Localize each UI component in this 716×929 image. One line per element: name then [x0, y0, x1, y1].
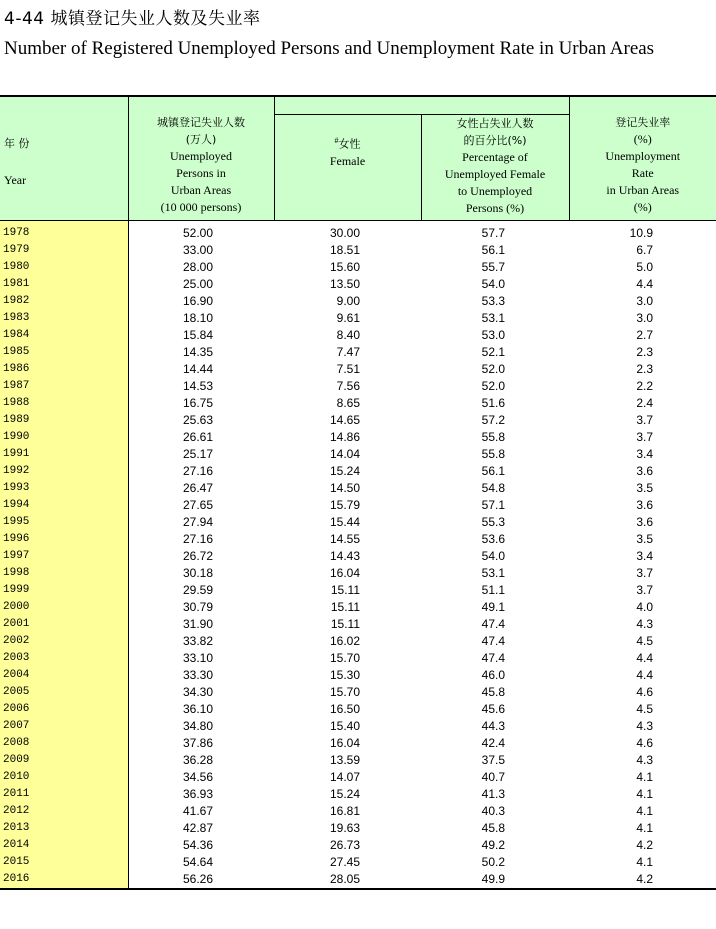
- cell-female: 16.02: [329, 634, 360, 648]
- table-row: [0, 769, 716, 786]
- header-unemployment-rate: [569, 96, 716, 221]
- cell-year: 1989: [0, 412, 128, 429]
- table-row: [0, 310, 716, 327]
- table-row: [0, 854, 716, 871]
- cell-unemployment-rate: 4.1: [636, 855, 653, 869]
- cell-year: 2013: [0, 820, 128, 837]
- cell-year: 2014: [0, 837, 128, 854]
- cell-unemployment-rate: 2.2: [636, 379, 653, 393]
- cell-unemployed-persons: 42.87: [182, 821, 213, 835]
- cell-year: 2000: [0, 599, 128, 616]
- cell-unemployment-rate: 3.0: [636, 294, 653, 308]
- cell-unemployed-persons: 16.90: [182, 294, 213, 308]
- header-rate-en-4: (%): [633, 200, 652, 214]
- cell-unemployment-rate: 3.4: [636, 549, 653, 563]
- cell-unemployment-rate: 4.1: [636, 804, 653, 818]
- cell-unemployed-persons: 54.36: [182, 838, 213, 852]
- cell-unemployment-rate: 3.7: [636, 430, 653, 444]
- cell-female-percentage: 37.5: [481, 753, 505, 767]
- statistics-table-container: [0, 95, 716, 890]
- cell-female-percentage: 46.0: [481, 668, 505, 682]
- cell-year: 1996: [0, 531, 128, 548]
- header-rate-en-3: in Urban Areas: [606, 183, 680, 197]
- table-row: [0, 565, 716, 582]
- cell-female: 15.70: [329, 685, 360, 699]
- table-body: [0, 221, 716, 890]
- header-persons-en-3: Urban Areas: [170, 183, 232, 197]
- header-top-spacer: [274, 96, 569, 115]
- table-row: [0, 395, 716, 412]
- header-persons-cn-2: (万人): [185, 133, 217, 146]
- table-row: [0, 514, 716, 531]
- cell-year: 1993: [0, 480, 128, 497]
- table-row: [0, 616, 716, 633]
- cell-female: 14.04: [329, 447, 360, 461]
- cell-unemployment-rate: 4.2: [636, 838, 653, 852]
- cell-unemployment-rate: 4.6: [636, 736, 653, 750]
- table-row: [0, 378, 716, 395]
- cell-unemployment-rate: 3.6: [636, 515, 653, 529]
- cell-year: 2011: [0, 786, 128, 803]
- cell-unemployment-rate: 2.7: [636, 328, 653, 342]
- cell-year: 2004: [0, 667, 128, 684]
- cell-year: 1995: [0, 514, 128, 531]
- cell-unemployed-persons: 27.65: [182, 498, 213, 512]
- cell-female: 18.51: [329, 243, 360, 257]
- table-row: [0, 650, 716, 667]
- cell-female: 15.11: [330, 583, 360, 597]
- cell-unemployed-persons: 34.80: [182, 719, 213, 733]
- cell-unemployment-rate: 4.1: [636, 770, 653, 784]
- cell-year: 1998: [0, 565, 128, 582]
- cell-unemployment-rate: 4.0: [636, 600, 653, 614]
- cell-unemployed-persons: 25.00: [182, 277, 213, 291]
- table-row: [0, 684, 716, 701]
- table-row: [0, 276, 716, 293]
- cell-year: 2006: [0, 701, 128, 718]
- cell-year: 1981: [0, 276, 128, 293]
- header-pct-en-2: Unemployed Female: [444, 167, 546, 181]
- cell-female: 7.51: [336, 362, 360, 376]
- table-row: [0, 361, 716, 378]
- cell-female: 15.44: [329, 515, 360, 529]
- table-row: [0, 803, 716, 820]
- cell-year: 1985: [0, 344, 128, 361]
- table-row: [0, 225, 716, 242]
- table-row: [0, 531, 716, 548]
- header-pct-cn-2: 的百分比(%): [463, 134, 527, 147]
- table-row: [0, 633, 716, 650]
- table-row: [0, 446, 716, 463]
- cell-female-percentage: 51.6: [481, 396, 505, 410]
- cell-female: 16.04: [329, 736, 360, 750]
- cell-year: 1988: [0, 395, 128, 412]
- table-row: [0, 735, 716, 752]
- cell-unemployment-rate: 5.0: [636, 260, 653, 274]
- table-row: [0, 242, 716, 259]
- cell-female: 15.70: [329, 651, 360, 665]
- cell-unemployed-persons: 30.18: [182, 566, 213, 580]
- cell-female: 27.45: [329, 855, 360, 869]
- cell-female-percentage: 40.3: [481, 804, 505, 818]
- header-year-en: Year: [4, 173, 27, 187]
- cell-unemployed-persons: 33.82: [182, 634, 213, 648]
- header-pct-en-3: to Unemployed: [457, 184, 533, 198]
- header-year: [0, 96, 128, 221]
- table-row: [0, 820, 716, 837]
- cell-year: 2015: [0, 854, 128, 871]
- cell-year: 1980: [0, 259, 128, 276]
- cell-unemployed-persons: 18.10: [182, 311, 213, 325]
- cell-female: 13.59: [329, 753, 360, 767]
- cell-year: 1991: [0, 446, 128, 463]
- cell-female: 9.00: [336, 294, 360, 308]
- cell-female-percentage: 53.0: [481, 328, 505, 342]
- cell-unemployed-persons: 14.35: [182, 345, 213, 359]
- cell-female: 28.05: [274, 871, 421, 889]
- header-rate-cn-1: 登记失业率: [615, 116, 671, 129]
- cell-unemployment-rate: 4.6: [636, 685, 653, 699]
- cell-female-percentage: 49.1: [481, 600, 505, 614]
- cell-unemployment-rate: 4.3: [636, 617, 653, 631]
- cell-female: 9.61: [336, 311, 360, 325]
- header-pct-cn-1: 女性占失业人数: [456, 117, 534, 130]
- cell-unemployment-rate: 3.6: [636, 464, 653, 478]
- cell-female-percentage: 54.0: [481, 277, 505, 291]
- cell-female: 14.65: [329, 413, 360, 427]
- cell-unemployment-rate: 6.7: [636, 243, 653, 257]
- cell-unemployment-rate: 3.5: [636, 532, 653, 546]
- cell-female: 7.56: [336, 379, 360, 393]
- table-row: [0, 718, 716, 735]
- cell-year: 1990: [0, 429, 128, 446]
- header-pct-en-4: Persons (%): [465, 201, 525, 215]
- cell-unemployed-persons: 28.00: [182, 260, 213, 274]
- cell-female-percentage: 45.8: [481, 821, 505, 835]
- cell-female: 15.40: [329, 719, 360, 733]
- cell-year: 1992: [0, 463, 128, 480]
- cell-year: 2009: [0, 752, 128, 769]
- cell-female: 15.11: [330, 617, 360, 631]
- cell-unemployment-rate: 3.7: [636, 413, 653, 427]
- cell-year: 1987: [0, 378, 128, 395]
- header-female-percentage: [421, 115, 569, 221]
- cell-female-percentage: 45.6: [481, 702, 505, 716]
- cell-unemployed-persons: 34.30: [182, 685, 213, 699]
- cell-unemployed-persons: 36.28: [182, 753, 213, 767]
- cell-unemployed-persons: 25.63: [182, 413, 213, 427]
- cell-year: 2016: [0, 871, 128, 889]
- cell-unemployment-rate: 3.7: [636, 566, 653, 580]
- cell-female: 15.30: [329, 668, 360, 682]
- table-row: [0, 871, 716, 889]
- cell-year: 1994: [0, 497, 128, 514]
- table-row: [0, 327, 716, 344]
- cell-female: 16.81: [329, 804, 360, 818]
- cell-unemployed-persons: 16.75: [182, 396, 213, 410]
- cell-unemployment-rate: 3.4: [636, 447, 653, 461]
- cell-year: 1986: [0, 361, 128, 378]
- cell-year: 2012: [0, 803, 128, 820]
- cell-unemployed-persons: 41.67: [182, 804, 213, 818]
- cell-female-percentage: 53.1: [481, 311, 505, 325]
- cell-female: 8.40: [336, 328, 360, 342]
- cell-female: 16.04: [329, 566, 360, 580]
- cell-unemployment-rate: 2.4: [636, 396, 653, 410]
- header-persons-en-2: Persons in: [176, 166, 226, 180]
- cell-female-percentage: 52.1: [481, 345, 505, 359]
- cell-female: 15.60: [329, 260, 360, 274]
- cell-female-percentage: 41.3: [481, 787, 505, 801]
- cell-unemployed-persons: 14.44: [182, 362, 213, 376]
- cell-female-percentage: 47.4: [481, 651, 505, 665]
- cell-female: 16.50: [329, 702, 360, 716]
- cell-unemployment-rate: 3.5: [636, 481, 653, 495]
- cell-unemployed-persons: 33.10: [182, 651, 213, 665]
- header-female-cn-text: 女性: [338, 137, 361, 151]
- header-female-cn: [275, 132, 421, 153]
- cell-unemployment-rate: 3.0: [636, 311, 653, 325]
- cell-female-percentage: 53.6: [481, 532, 505, 546]
- cell-unemployed-persons: 36.10: [182, 702, 213, 716]
- cell-unemployed-persons: 27.16: [182, 532, 213, 546]
- header-rate-en-2: Rate: [631, 166, 654, 180]
- cell-unemployment-rate: 2.3: [636, 362, 653, 376]
- cell-female-percentage: 57.2: [481, 413, 505, 427]
- cell-female: 13.50: [329, 277, 360, 291]
- cell-unemployment-rate: 4.3: [636, 719, 653, 733]
- cell-female-percentage: 55.8: [481, 447, 505, 461]
- header-persons-en-4: (10 000 persons): [160, 200, 242, 214]
- cell-unemployment-rate: 4.5: [636, 702, 653, 716]
- cell-female-percentage: 44.3: [481, 719, 505, 733]
- cell-year: 1999: [0, 582, 128, 599]
- cell-female-percentage: 55.8: [481, 430, 505, 444]
- cell-unemployed-persons: 26.61: [182, 430, 213, 444]
- cell-female-percentage: 54.8: [481, 481, 505, 495]
- table-title-en: Number of Registered Unemployed Persons and Unemployment Rate in Urban Areas: [4, 38, 655, 59]
- cell-unemployed-persons: 54.64: [182, 855, 213, 869]
- cell-unemployed-persons: 27.94: [182, 515, 213, 529]
- cell-female-percentage: 47.4: [481, 617, 505, 631]
- cell-female-percentage: 56.1: [481, 243, 505, 257]
- header-pct-en-1: Percentage of: [462, 150, 528, 164]
- cell-female-percentage: 51.1: [481, 583, 505, 597]
- header-unemployed-persons: [128, 96, 274, 221]
- cell-unemployed-persons: 36.93: [182, 787, 213, 801]
- cell-female-percentage: 53.1: [481, 566, 505, 580]
- cell-female: 14.86: [329, 430, 360, 444]
- table-row: [0, 344, 716, 361]
- cell-unemployed-persons: 33.30: [182, 668, 213, 682]
- table-row: [0, 429, 716, 446]
- table-row: [0, 701, 716, 718]
- table-row: [0, 599, 716, 616]
- cell-female-percentage: 55.7: [481, 260, 505, 274]
- cell-female-percentage: 42.4: [481, 736, 505, 750]
- cell-female-percentage: 49.2: [481, 838, 505, 852]
- cell-female-percentage: 57.7: [481, 226, 505, 240]
- cell-year: 2001: [0, 616, 128, 633]
- cell-unemployed-persons: 27.16: [182, 464, 213, 478]
- header-rate-en-1: Unemployment: [605, 149, 681, 163]
- table-row: [0, 412, 716, 429]
- cell-female-percentage: 56.1: [481, 464, 505, 478]
- unemployment-table: [0, 95, 716, 890]
- cell-unemployment-rate: 4.4: [636, 277, 653, 291]
- cell-unemployed-persons: 15.84: [182, 328, 213, 342]
- cell-female-percentage: 50.2: [481, 855, 505, 869]
- cell-female-percentage: 57.1: [481, 498, 505, 512]
- cell-unemployment-rate: 3.7: [636, 583, 653, 597]
- cell-unemployment-rate: 4.3: [636, 753, 653, 767]
- header-rate-cn-2: (%): [633, 132, 652, 146]
- footnote-mark: #: [334, 136, 339, 145]
- cell-year: 2008: [0, 735, 128, 752]
- table-row: [0, 786, 716, 803]
- cell-female-percentage: 53.3: [481, 294, 505, 308]
- table-row: [0, 497, 716, 514]
- cell-unemployment-rate: 10.9: [629, 226, 653, 240]
- cell-female: 14.50: [329, 481, 360, 495]
- header-year-cn: 年 份: [4, 137, 30, 150]
- cell-unemployed-persons: 26.72: [182, 549, 213, 563]
- cell-unemployed-persons: 33.00: [182, 243, 213, 257]
- cell-unemployed-persons: 56.26: [128, 871, 274, 889]
- cell-female: 19.63: [329, 821, 360, 835]
- cell-year: 1984: [0, 327, 128, 344]
- table-row: [0, 463, 716, 480]
- cell-year: 2002: [0, 633, 128, 650]
- cell-female-percentage: 55.3: [481, 515, 505, 529]
- header-female-en: Female: [329, 153, 366, 168]
- header-persons-en-1: Unemployed: [170, 149, 232, 163]
- cell-unemployed-persons: 26.47: [182, 481, 213, 495]
- cell-unemployment-rate: 3.6: [636, 498, 653, 512]
- cell-female-percentage: 47.4: [481, 634, 505, 648]
- table-row: [0, 293, 716, 310]
- table-title-cn: 4-44 城镇登记失业人数及失业率: [4, 9, 261, 29]
- cell-unemployed-persons: 30.79: [182, 600, 213, 614]
- cell-female-percentage: 49.9: [421, 871, 569, 889]
- cell-year: 2003: [0, 650, 128, 667]
- table-row: [0, 837, 716, 854]
- cell-female: 15.24: [329, 464, 360, 478]
- cell-female: 15.11: [330, 600, 360, 614]
- cell-unemployment-rate: 4.5: [636, 634, 653, 648]
- table-row: [0, 667, 716, 684]
- table-row: [0, 752, 716, 769]
- cell-unemployment-rate: 4.4: [636, 668, 653, 682]
- cell-unemployed-persons: 37.86: [182, 736, 213, 750]
- table-header: [0, 96, 716, 221]
- cell-unemployed-persons: 25.17: [182, 447, 213, 461]
- cell-unemployed-persons: 29.59: [182, 583, 213, 597]
- cell-year: 1979: [0, 242, 128, 259]
- cell-unemployment-rate: 2.3: [636, 345, 653, 359]
- cell-female: 30.00: [329, 226, 360, 240]
- cell-female: 15.79: [329, 498, 360, 512]
- cell-female-percentage: 54.0: [481, 549, 505, 563]
- cell-female: 14.43: [329, 549, 360, 563]
- cell-year: 2005: [0, 684, 128, 701]
- table-row: [0, 259, 716, 276]
- cell-year: 1978: [0, 225, 128, 242]
- cell-female: 14.07: [329, 770, 360, 784]
- cell-female-percentage: 52.0: [481, 379, 505, 393]
- cell-year: 2007: [0, 718, 128, 735]
- cell-unemployed-persons: 34.56: [182, 770, 213, 784]
- cell-female-percentage: 52.0: [481, 362, 505, 376]
- table-row: [0, 582, 716, 599]
- cell-unemployment-rate: 4.1: [636, 821, 653, 835]
- cell-unemployment-rate: 4.1: [636, 787, 653, 801]
- cell-female: 8.65: [336, 396, 360, 410]
- cell-unemployed-persons: 31.90: [182, 617, 213, 631]
- cell-female: 14.55: [329, 532, 360, 546]
- cell-unemployed-persons: 52.00: [182, 226, 213, 240]
- cell-female-percentage: 45.8: [481, 685, 505, 699]
- cell-unemployment-rate: 4.2: [569, 871, 716, 889]
- table-row: [0, 480, 716, 497]
- cell-unemployed-persons: 14.53: [182, 379, 213, 393]
- cell-year: 1982: [0, 293, 128, 310]
- cell-female: 15.24: [329, 787, 360, 801]
- cell-female: 26.73: [329, 838, 360, 852]
- table-row: [0, 548, 716, 565]
- header-female: [274, 115, 421, 221]
- cell-female-percentage: 40.7: [481, 770, 505, 784]
- cell-female: 7.47: [336, 345, 360, 359]
- cell-year: 1997: [0, 548, 128, 565]
- header-persons-cn-1: 城镇登记失业人数: [157, 116, 245, 129]
- cell-unemployment-rate: 4.4: [636, 651, 653, 665]
- cell-year: 1983: [0, 310, 128, 327]
- cell-year: 2010: [0, 769, 128, 786]
